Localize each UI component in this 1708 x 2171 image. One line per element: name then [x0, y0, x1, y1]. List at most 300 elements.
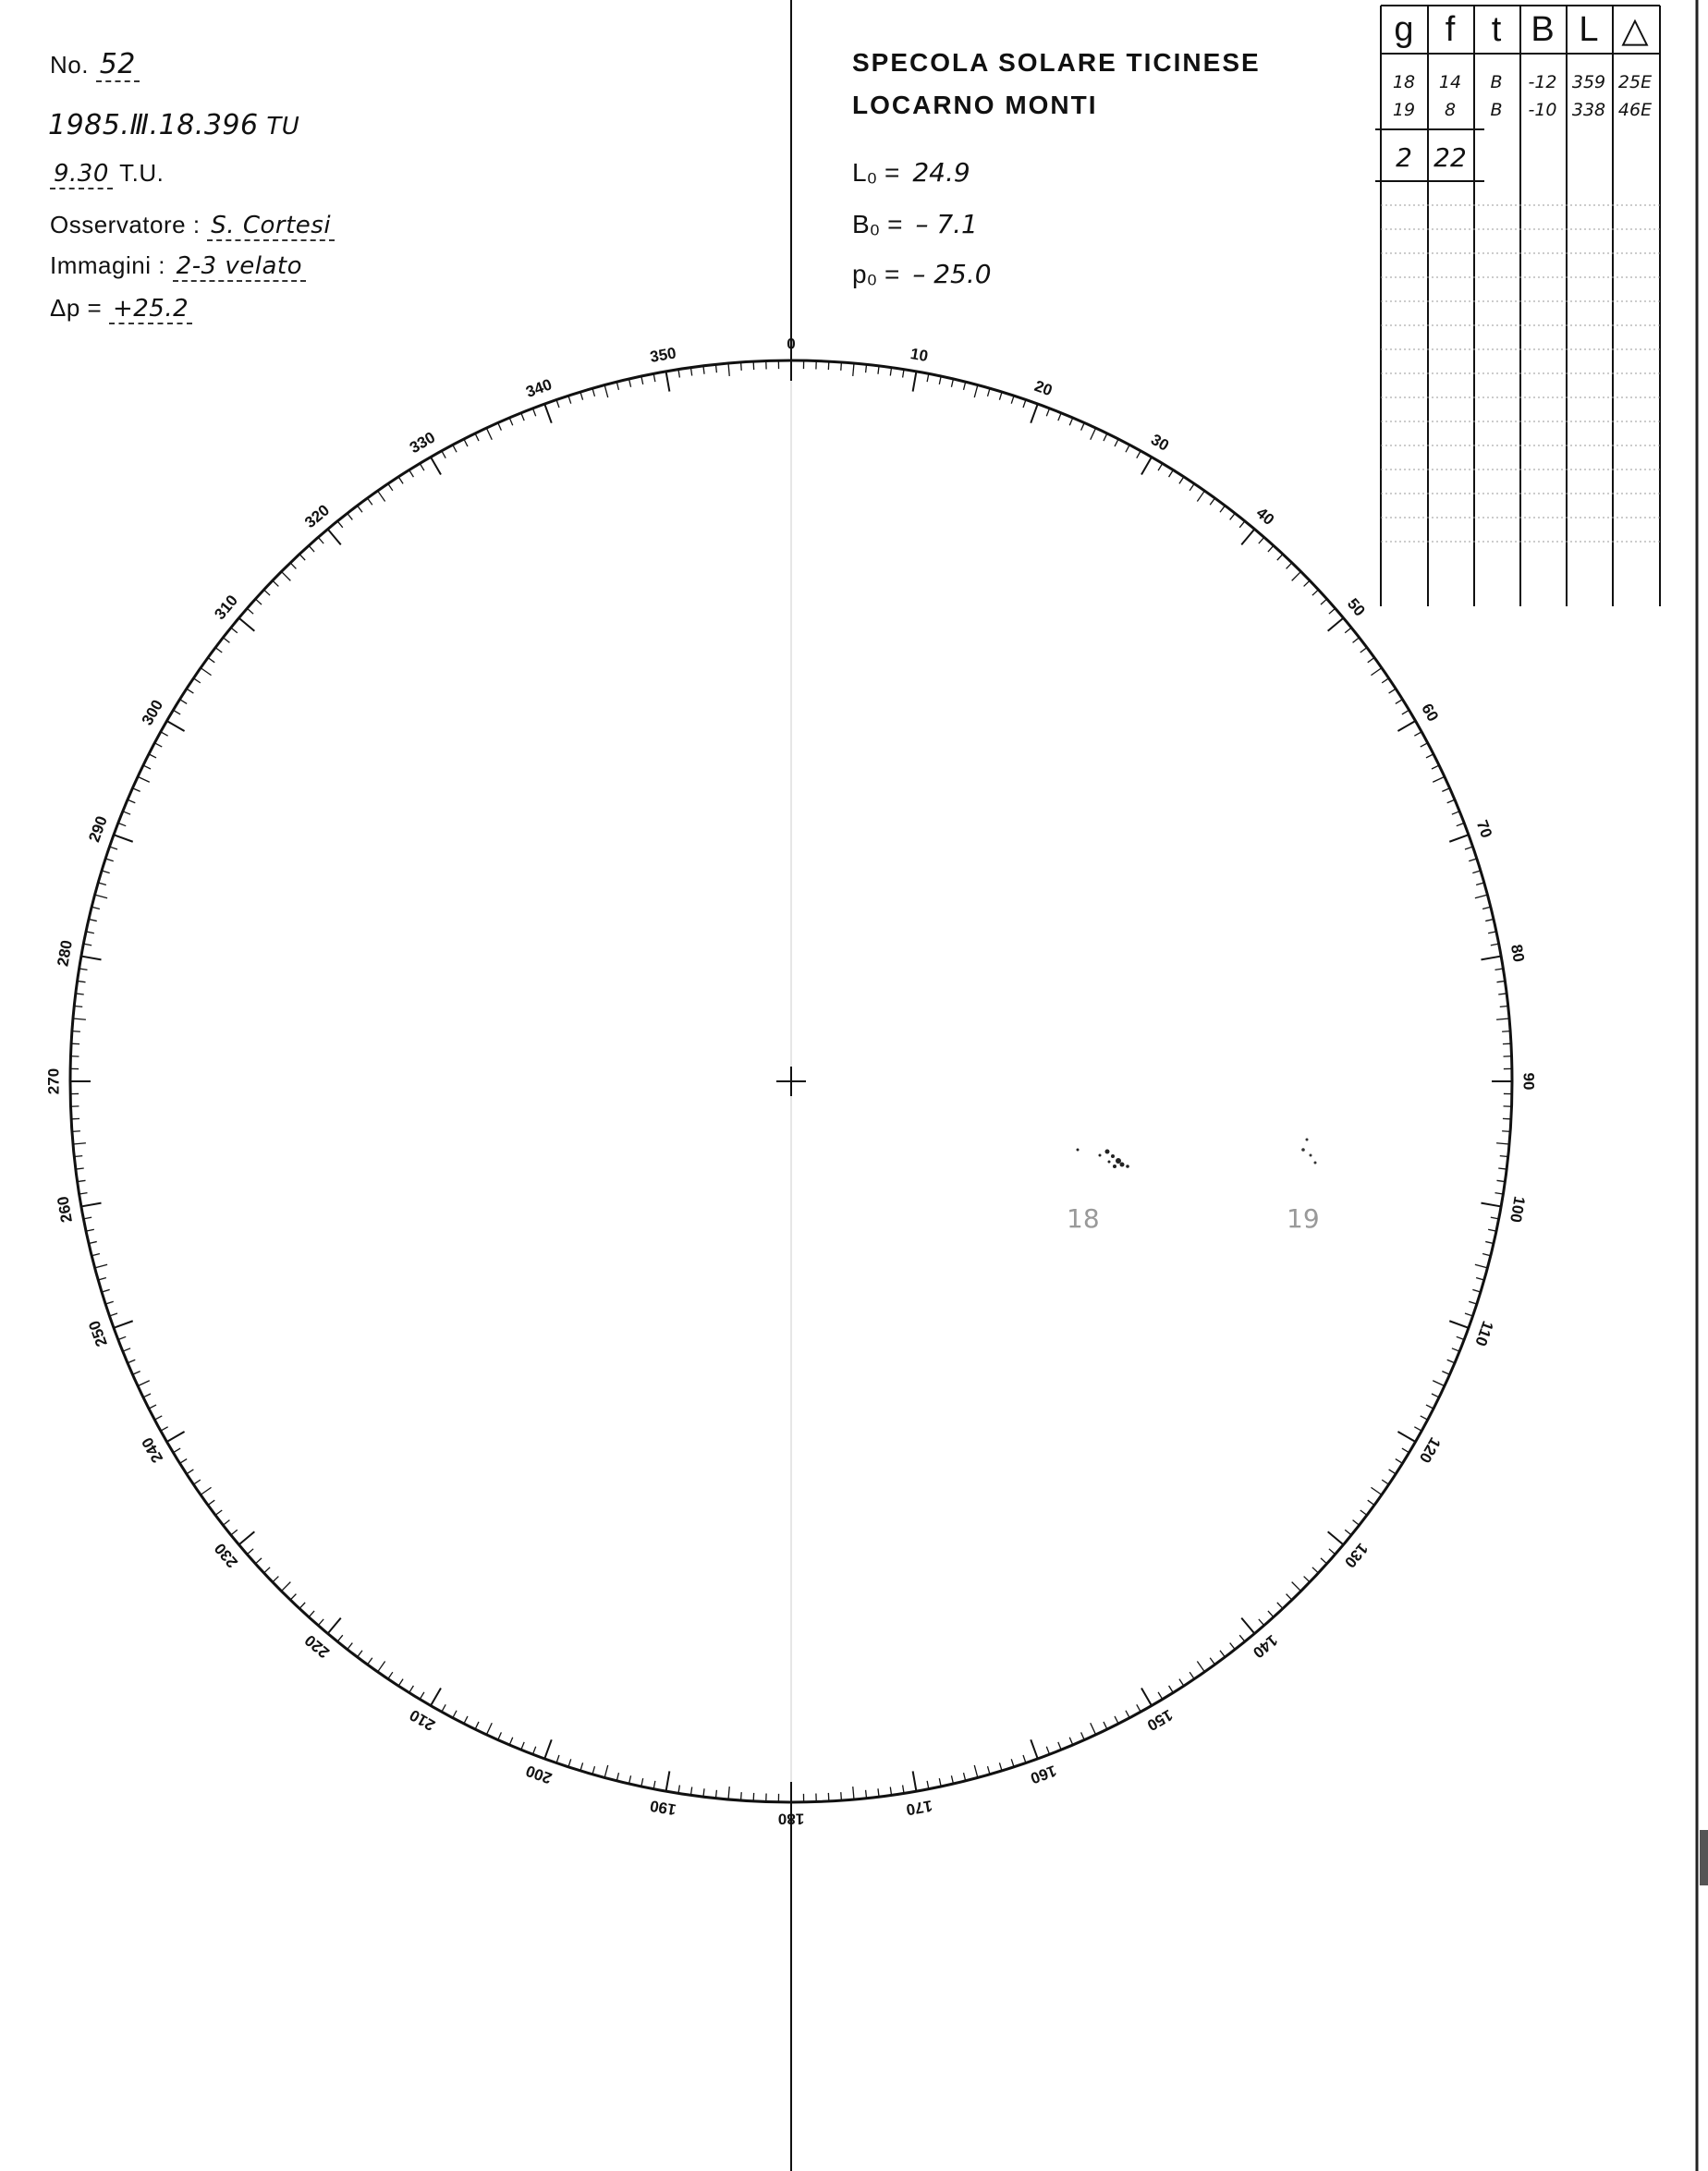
spot-group-19: [1301, 1139, 1316, 1165]
scale-tick: [102, 1289, 110, 1292]
scale-tick: [1304, 1577, 1310, 1582]
scale-tick: [1190, 1672, 1194, 1678]
scale-tick: [223, 638, 229, 643]
scale-tick: [1058, 413, 1061, 421]
scale-label: 250: [85, 1318, 111, 1349]
scale-tick: [143, 1394, 151, 1397]
col-t: t: [1491, 9, 1502, 49]
scale-tick: [409, 470, 414, 478]
scale-tick: [1457, 823, 1464, 825]
scale-tick: [629, 1775, 631, 1784]
cell-b: -10: [1528, 100, 1557, 120]
scale-tick: [378, 491, 385, 501]
scale-tick: [604, 385, 608, 398]
scale-label: 20: [1031, 376, 1055, 400]
scale-label: 60: [1418, 701, 1443, 725]
scale-tick: [1304, 580, 1310, 586]
scale-tick: [1239, 1635, 1245, 1641]
scale-tick: [641, 1778, 643, 1787]
scale-tick: [1465, 1313, 1473, 1316]
scale-tick: [98, 883, 106, 884]
scale-tick: [1031, 1739, 1038, 1759]
scale-tick: [173, 710, 180, 714]
scale-tick: [187, 689, 194, 693]
scale-tick: [939, 1778, 941, 1787]
scale-tick: [1485, 1241, 1494, 1243]
scale-tick: [1220, 1651, 1225, 1657]
scale-tick: [1259, 1619, 1264, 1626]
scale-tick: [1197, 1661, 1204, 1671]
scale-tick: [1158, 463, 1163, 470]
scale-tick: [328, 1618, 341, 1634]
scale-tick: [1371, 1487, 1381, 1494]
scale-tick: [741, 1792, 742, 1800]
scale-tick: [1397, 721, 1415, 731]
scale-label: 320: [301, 501, 334, 532]
scale-label: 90: [1519, 1072, 1538, 1091]
scale-tick: [187, 1470, 194, 1474]
table-row: [1381, 72, 1658, 92]
scale-tick: [1091, 1723, 1096, 1735]
cell-g: 19: [1392, 100, 1416, 120]
scale-tick: [409, 1686, 414, 1693]
cell-delta: 25E: [1617, 72, 1653, 92]
b0-value: – 7.1: [915, 209, 978, 239]
scale-tick: [1442, 1372, 1449, 1375]
scale-tick: [616, 382, 618, 390]
scale-tick: [431, 1688, 441, 1705]
scale-tick: [358, 1651, 362, 1657]
scale-tick: [1158, 1692, 1163, 1700]
scale-tick: [109, 847, 117, 849]
scale-tick: [521, 1742, 524, 1750]
scale-tick: [1031, 404, 1038, 423]
scale-tick: [616, 1773, 618, 1781]
scale-tick: [81, 1203, 102, 1207]
scale-tick: [1190, 483, 1194, 490]
table-totals: [1381, 142, 1473, 173]
scale-tick: [604, 1765, 608, 1778]
scale-tick: [1023, 1755, 1026, 1763]
scale-tick: [1433, 1381, 1445, 1386]
scale-tick: [123, 811, 130, 814]
scale-tick: [1442, 788, 1449, 792]
scale-tick: [1496, 1018, 1509, 1019]
col-g: g: [1394, 9, 1414, 49]
scale-tick: [1476, 1278, 1484, 1280]
scale-tick: [1421, 743, 1428, 747]
l0-value: 24.9: [912, 157, 970, 188]
scale-label: 70: [1472, 817, 1496, 841]
scale-tick: [79, 969, 88, 970]
scale-tick: [378, 1661, 385, 1671]
scale-tick: [281, 1582, 290, 1592]
scale-tick: [81, 957, 102, 960]
scale-tick: [486, 1723, 492, 1735]
scale-tick: [1432, 765, 1439, 769]
scale-tick: [521, 413, 524, 421]
scale-tick: [841, 1792, 842, 1800]
scale-tick: [255, 1558, 262, 1564]
scale-tick: [544, 404, 552, 423]
observer-label: Osservatore :: [50, 211, 201, 238]
scale-tick: [102, 871, 110, 873]
scale-tick: [1414, 732, 1421, 736]
scale-label: 290: [85, 813, 111, 845]
scale-tick: [167, 721, 185, 731]
scale-tick: [999, 1762, 1002, 1771]
scale-tick: [86, 1229, 94, 1231]
scale-tick: [1432, 1394, 1439, 1397]
scale-tick: [1475, 895, 1488, 898]
cell-f: 8: [1444, 100, 1457, 120]
scale-tick: [951, 1775, 953, 1784]
scale-tick: [1329, 1549, 1336, 1555]
scale-tick: [1268, 545, 1274, 552]
scale-label: 10: [909, 345, 930, 366]
scale-tick: [1141, 1688, 1152, 1705]
scale-label: 200: [523, 1762, 555, 1787]
scale-tick: [105, 1301, 114, 1304]
scale-tick: [1472, 1289, 1481, 1292]
scale-label: 190: [648, 1797, 678, 1819]
scale-tick: [1046, 1747, 1049, 1754]
scale-label: 260: [54, 1194, 76, 1225]
scale-tick: [299, 1603, 305, 1609]
scale-tick: [1421, 1416, 1428, 1420]
cell-t: B: [1490, 100, 1503, 120]
scale-label: 160: [1028, 1762, 1059, 1787]
scale-label: 310: [211, 592, 242, 624]
scale-tick: [1268, 1611, 1274, 1617]
time-label: T.U.: [119, 159, 165, 187]
images-label: Immagini :: [50, 251, 165, 279]
scale-tick: [974, 1765, 978, 1778]
scale-tick: [1115, 1716, 1118, 1724]
scale-tick: [290, 563, 296, 568]
scale-tick: [1046, 409, 1049, 416]
scale-tick: [629, 379, 631, 387]
scale-label: 300: [138, 696, 167, 729]
scale-label: 210: [406, 1705, 439, 1735]
scale-tick: [1368, 1500, 1374, 1505]
scale-tick: [741, 362, 742, 371]
scale-tick: [247, 608, 253, 614]
scale-label: 100: [1507, 1194, 1529, 1225]
scale-tick: [1353, 1520, 1360, 1526]
paper-edge-mark: [1700, 1830, 1708, 1885]
scale-tick: [1312, 590, 1319, 595]
scale-tick: [1414, 1427, 1421, 1431]
delta-p-label: Δp =: [50, 294, 103, 322]
scale-tick: [368, 1658, 372, 1665]
scale-tick: [73, 1018, 86, 1019]
cell-f: 14: [1438, 72, 1462, 92]
scale-tick: [453, 1711, 457, 1718]
scale-tick: [180, 700, 188, 704]
scale-tick: [420, 463, 424, 470]
scale-label: 150: [1143, 1705, 1177, 1735]
scale-tick: [1457, 1336, 1464, 1339]
scale-tick: [841, 362, 842, 371]
scale-tick: [83, 944, 92, 945]
scale-tick: [1277, 1603, 1283, 1609]
scale-tick: [1449, 1321, 1469, 1328]
scale-tick: [509, 418, 513, 425]
scale-tick: [1210, 498, 1214, 505]
scale-tick: [1495, 969, 1504, 970]
scale-tick: [1081, 1732, 1085, 1739]
scale-tick: [1241, 529, 1254, 544]
scale-label: 180: [777, 1810, 805, 1828]
scale-tick: [138, 1381, 150, 1386]
scale-tick: [544, 1739, 552, 1759]
scale-tick: [114, 835, 133, 842]
scale-tick: [1476, 883, 1484, 884]
scale-tick: [1292, 1582, 1301, 1592]
cell-g: 18: [1392, 72, 1416, 92]
scale-tick: [95, 1264, 108, 1268]
scale-tick: [193, 1480, 200, 1484]
scale-tick: [1360, 1510, 1367, 1515]
scale-tick: [388, 1672, 393, 1678]
scale-tick: [215, 1510, 222, 1515]
scale-tick: [1449, 835, 1469, 842]
scale-tick: [974, 385, 978, 398]
scale-tick: [666, 372, 670, 392]
scale-tick: [1287, 1594, 1292, 1600]
scale-tick: [128, 799, 135, 803]
scale-tick: [201, 1487, 211, 1494]
number-value: 52: [96, 48, 140, 82]
scale-label: 330: [406, 428, 439, 457]
scale-tick: [1104, 1722, 1107, 1729]
scale-tick: [913, 372, 917, 392]
scale-tick: [281, 571, 290, 580]
scale-tick: [1447, 1360, 1455, 1363]
scale-tick: [568, 396, 571, 404]
scale-tick: [123, 1348, 130, 1351]
scale-tick: [903, 370, 904, 378]
scale-tick: [1488, 1229, 1496, 1231]
scale-tick: [1481, 957, 1501, 960]
scale-tick: [1058, 1742, 1061, 1750]
date-value: 1985.Ⅲ.18.396: [48, 109, 259, 141]
scale-tick: [1328, 1531, 1344, 1544]
scale-tick: [201, 668, 211, 676]
scale-tick: [1287, 563, 1292, 568]
scale-tick: [193, 678, 200, 683]
scale-tick: [1169, 470, 1174, 478]
scale-tick: [73, 1143, 86, 1144]
scale-tick: [161, 732, 168, 736]
scale-tick: [337, 1635, 343, 1641]
scale-tick: [1137, 451, 1141, 458]
scale-tick: [1433, 776, 1445, 782]
scale-label: 30: [1148, 430, 1172, 455]
scale-tick: [568, 1759, 571, 1767]
scale-tick: [1345, 628, 1351, 633]
scale-tick: [149, 1405, 156, 1409]
scale-tick: [1210, 1658, 1214, 1665]
scale-tick: [464, 439, 468, 446]
scale-tick: [255, 599, 262, 604]
scale-tick: [431, 457, 441, 475]
scale-tick: [1239, 521, 1245, 528]
scale-tick: [328, 529, 341, 544]
scale-tick: [1220, 506, 1225, 512]
scale-tick: [580, 392, 583, 400]
scale-tick: [273, 580, 278, 586]
scale-tick: [128, 1360, 135, 1363]
scale-tick: [964, 382, 966, 390]
scale-tick: [1312, 1567, 1319, 1573]
scale-tick: [1141, 457, 1152, 475]
scale-tick: [509, 1738, 513, 1745]
scale-tick: [238, 618, 254, 631]
scale-tick: [388, 483, 393, 490]
scale-tick: [79, 1193, 88, 1194]
scale-tick: [318, 1619, 323, 1626]
col-delta: △: [1621, 10, 1649, 50]
scale-label: 40: [1252, 504, 1278, 530]
scale-tick: [154, 743, 162, 747]
delta-p-value: +25.2: [109, 295, 192, 324]
scale-tick: [678, 370, 679, 378]
institution-location: LOCARNO MONTI: [852, 91, 1098, 119]
observer-value: S. Cortesi: [207, 212, 335, 241]
scale-tick: [309, 1611, 314, 1617]
scale-label: 240: [138, 1433, 167, 1467]
scale-tick: [653, 1781, 655, 1789]
scale-label: 130: [1340, 1539, 1372, 1571]
scale-tick: [223, 1520, 229, 1526]
scale-tick: [215, 648, 222, 653]
data-table: [1381, 6, 1660, 54]
scale-tick: [1069, 418, 1073, 425]
scale-tick: [273, 1577, 278, 1582]
scale-tick: [666, 1771, 670, 1791]
total-spots: 22: [1434, 142, 1467, 173]
scale-tick: [358, 506, 362, 512]
scale-tick: [1321, 1558, 1327, 1564]
scale-tick: [988, 1766, 990, 1775]
scale-tick: [1197, 491, 1204, 501]
scale-tick: [1179, 1679, 1184, 1687]
scale-tick: [231, 1530, 238, 1535]
images-value: 2-3 velato: [173, 252, 306, 282]
scale-tick: [1081, 422, 1085, 430]
p0-label: p₀ =: [852, 260, 900, 288]
scale-label: 140: [1249, 1630, 1281, 1662]
scale-tick: [1485, 920, 1494, 921]
scale-tick: [1502, 1131, 1510, 1132]
scale-tick: [264, 590, 271, 595]
cell-delta: 46E: [1617, 100, 1653, 120]
cell-l: 359: [1571, 72, 1606, 92]
scale-tick: [1345, 1530, 1351, 1535]
scale-tick: [318, 537, 323, 543]
scale-tick: [853, 1787, 854, 1799]
scale-tick: [1329, 608, 1336, 614]
scale-tick: [442, 451, 445, 458]
scale-tick: [247, 1549, 253, 1555]
scale-tick: [1382, 1480, 1388, 1484]
scale-tick: [1452, 811, 1459, 814]
scale-tick: [118, 823, 126, 825]
scale-tick: [118, 1336, 126, 1339]
scale-tick: [348, 1643, 353, 1650]
scale-tick: [939, 376, 941, 384]
scale-tick: [498, 1732, 502, 1739]
scale-tick: [1475, 1264, 1488, 1268]
scale-tick: [1259, 537, 1264, 543]
scale-tick: [1069, 1738, 1073, 1745]
scale-tick: [89, 920, 97, 921]
scale-tick: [1091, 428, 1096, 440]
scale-tick: [348, 513, 353, 519]
scale-tick: [1469, 1301, 1477, 1304]
scale-tick: [927, 1781, 929, 1789]
scale-tick: [180, 1459, 188, 1464]
scale-tick: [1368, 658, 1374, 663]
p0-value: – 25.0: [912, 259, 992, 289]
scale-tick: [1321, 599, 1327, 604]
scale-tick: [98, 1278, 106, 1280]
scale-tick: [309, 545, 314, 552]
scale-tick: [486, 428, 492, 440]
b0-label: B₀ =: [852, 210, 903, 238]
scale-tick: [988, 388, 990, 396]
scale-tick: [89, 1241, 97, 1243]
scale-tick: [1396, 700, 1403, 704]
spot-label-19: 19: [1287, 1203, 1320, 1234]
number-label: No.: [50, 51, 89, 79]
scale-tick: [1472, 871, 1481, 873]
scale-tick: [154, 1416, 162, 1420]
scale-tick: [368, 498, 372, 505]
scale-tick: [1126, 445, 1129, 452]
scale-tick: [149, 754, 156, 758]
col-b: B: [1531, 9, 1555, 49]
scale-tick: [964, 1773, 966, 1781]
scale-tick: [1382, 678, 1388, 683]
scale-tick: [592, 388, 594, 396]
scale-tick: [453, 445, 457, 452]
scale-tick: [173, 1448, 180, 1453]
scale-label: 350: [648, 344, 678, 366]
scale-tick: [398, 1679, 403, 1687]
scale-tick: [1488, 932, 1496, 933]
scale-tick: [299, 555, 305, 561]
col-f: f: [1445, 9, 1456, 49]
scale-tick: [641, 376, 643, 384]
scale-tick: [853, 363, 854, 376]
scale-tick: [1481, 1203, 1501, 1207]
scale-tick: [92, 1254, 100, 1256]
scale-tick: [105, 859, 114, 861]
scale-tick: [532, 1747, 535, 1754]
scale-tick: [532, 409, 535, 416]
cell-t: B: [1490, 72, 1503, 92]
scale-tick: [1241, 1618, 1254, 1634]
scale-tick: [464, 1716, 468, 1724]
scale-label: 80: [1507, 943, 1528, 964]
scale-tick: [1465, 847, 1473, 849]
scale-tick: [498, 422, 502, 430]
scale-tick: [1495, 1193, 1504, 1194]
scale-tick: [1502, 1031, 1510, 1032]
